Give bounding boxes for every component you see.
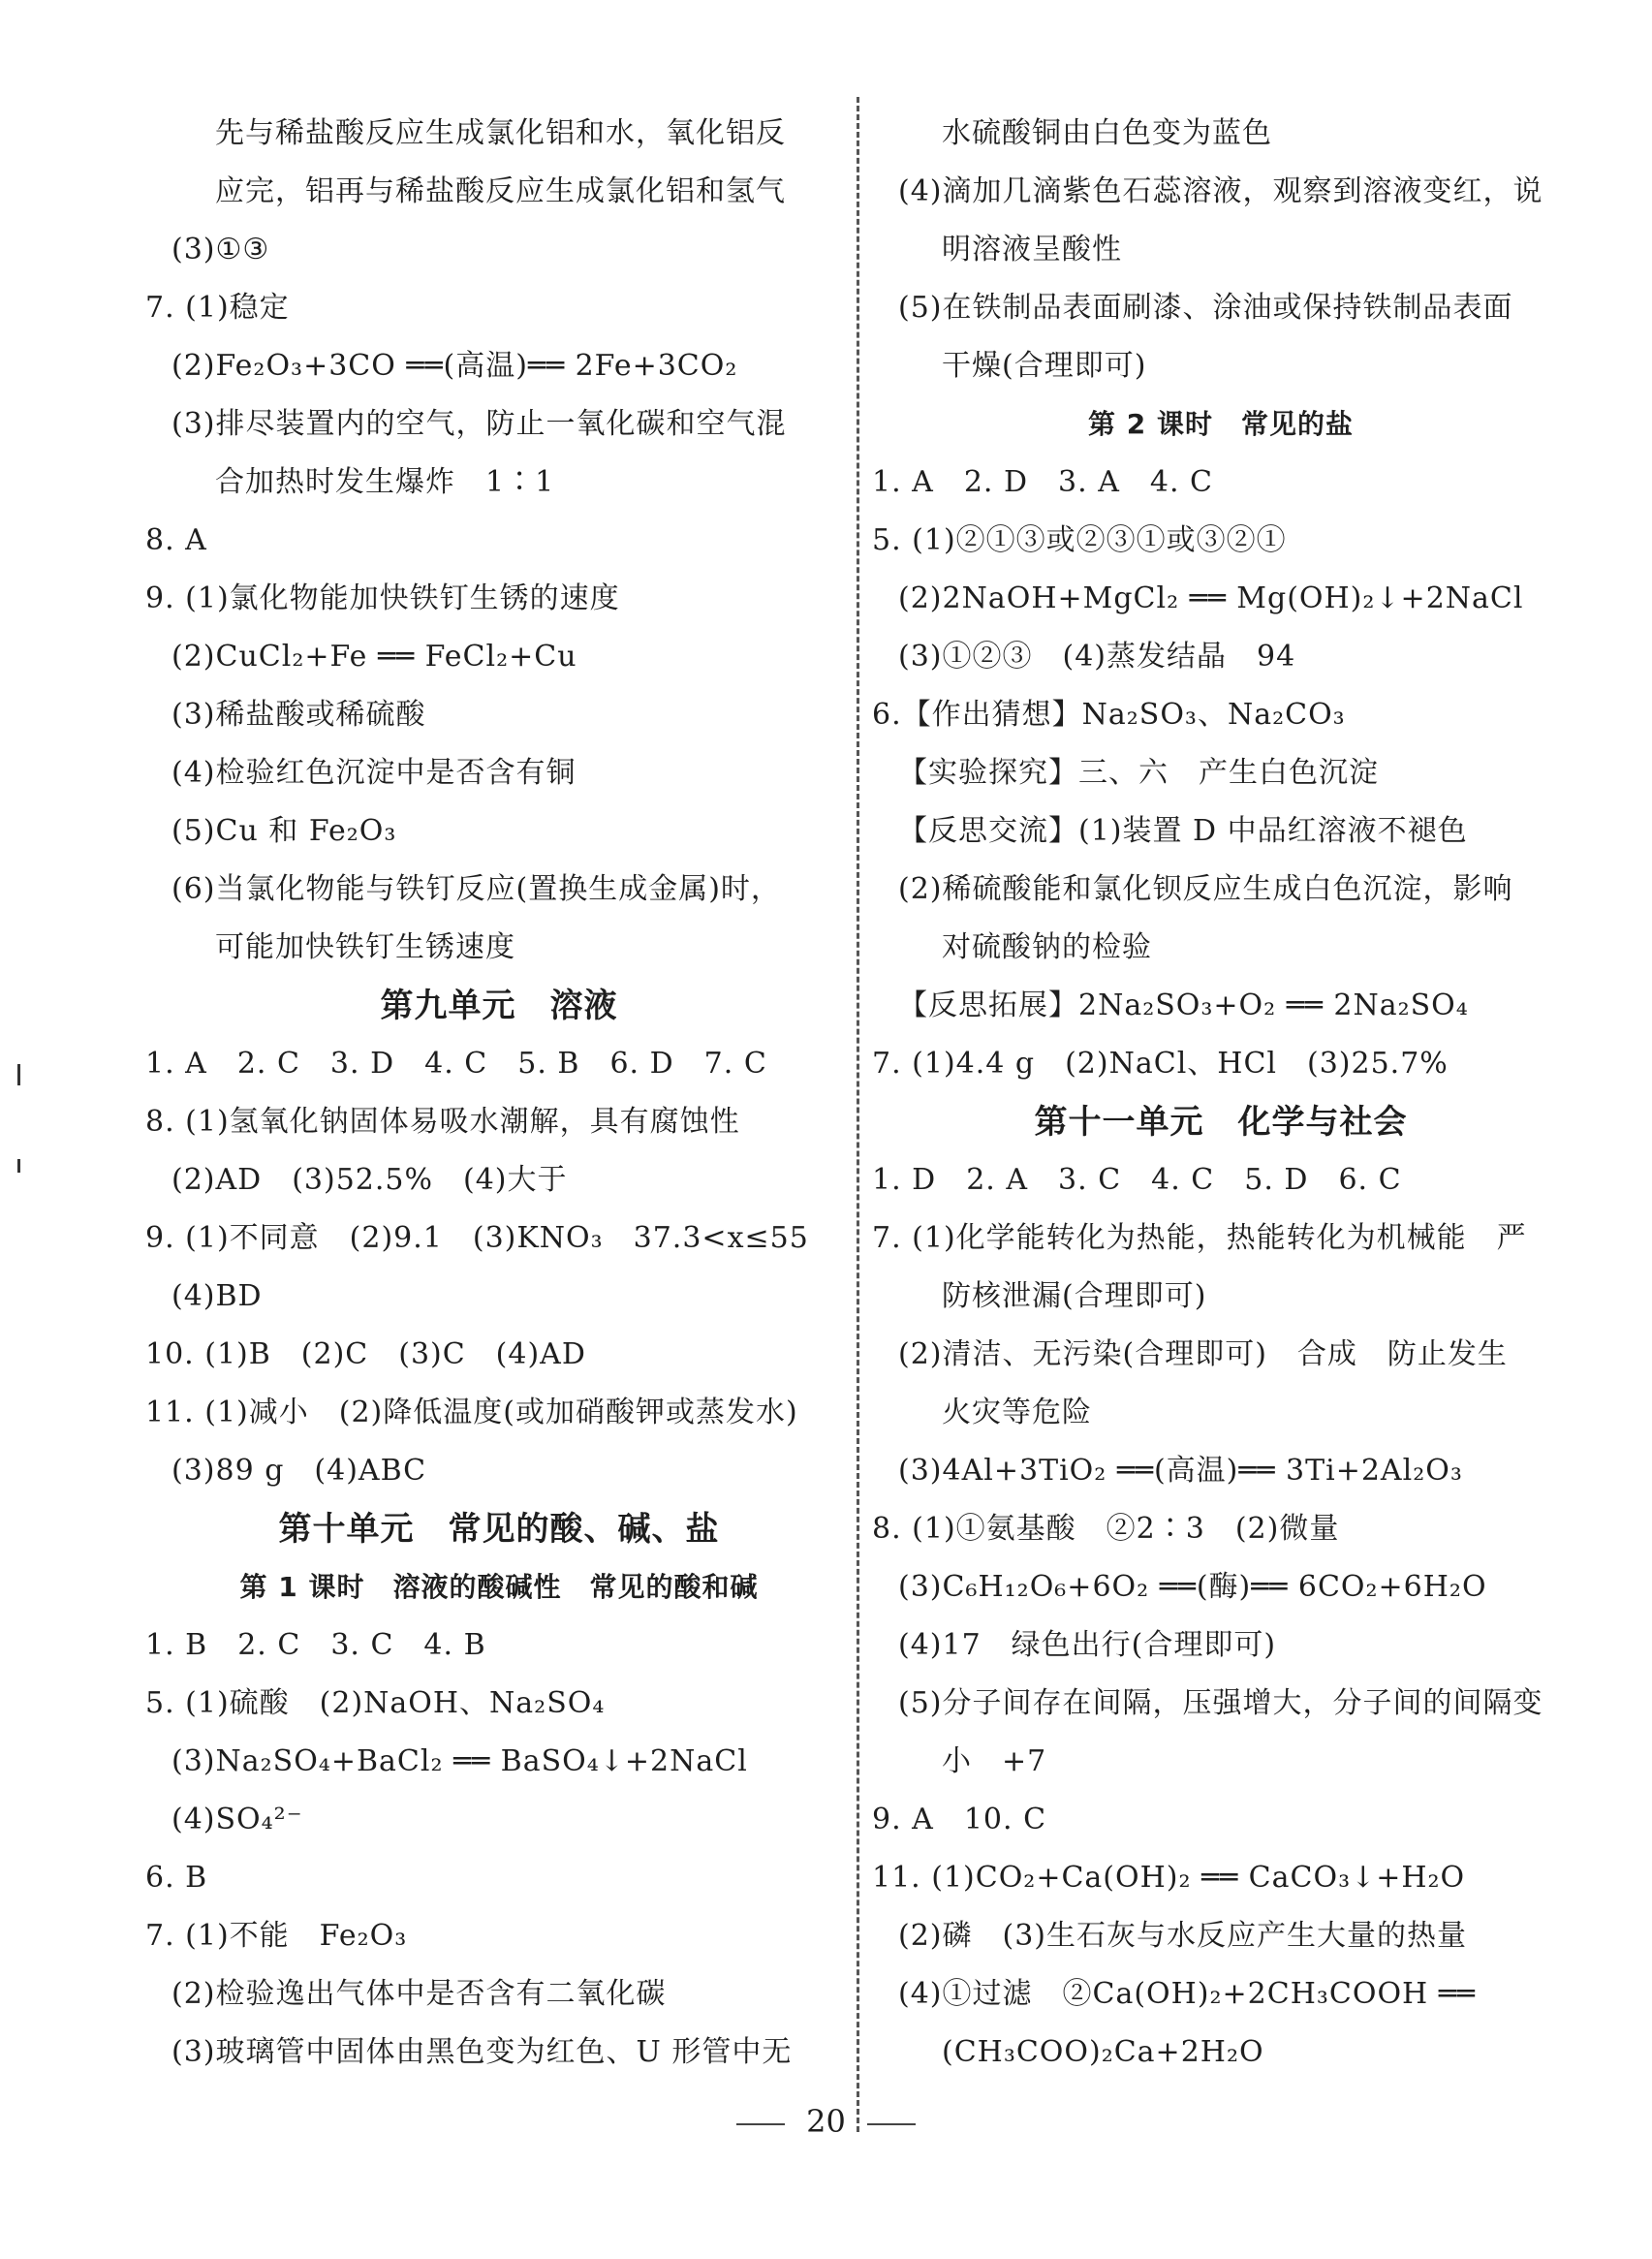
answer-line: (6)当氯化物能与铁钉反应(置换生成金属)时，	[171, 872, 781, 906]
scan-mark	[17, 1064, 20, 1085]
answer-line: 9. (1)氯化物能加快铁钉生锈的速度	[145, 581, 620, 615]
answer-line: 9. A 10. C	[872, 1803, 1047, 1836]
answer-line: (5)Cu 和 Fe₂O₃	[171, 814, 397, 848]
answer-line: (4)①过滤 ②Ca(OH)₂+2CH₃COOH ══	[898, 1977, 1476, 2011]
answer-line: 干燥(合理即可)	[942, 349, 1147, 383]
answer-line: (2)2NaOH+MgCl₂ ══ Mg(OH)₂↓+2NaCl	[898, 581, 1524, 615]
answer-line: (2)检验逸出气体中是否含有二氧化碳	[171, 1977, 667, 2011]
answer-line: (2)CuCl₂+Fe ══ FeCl₂+Cu	[171, 640, 577, 674]
answer-line: 【反思交流】(1)装置 D 中品红溶液不褪色	[898, 814, 1468, 848]
lesson-heading: 第 1 课时 溶液的酸碱性 常见的酸和碱	[239, 1571, 759, 1603]
answer-line: (3)排尽装置内的空气，防止一氧化碳和空气混	[171, 407, 787, 441]
unit-heading: 第十单元 常见的酸、碱、盐	[278, 1510, 720, 1549]
answer-line: 小 +7	[942, 1744, 1047, 1778]
scan-mark	[17, 1159, 20, 1173]
answer-line: 火灾等危险	[942, 1396, 1092, 1429]
answer-line: 8. (1)氢氧化钠固体易吸水潮解，具有腐蚀性	[145, 1105, 740, 1139]
unit-heading: 第十一单元 化学与社会	[1034, 1103, 1408, 1142]
answer-line: 1. B 2. C 3. C 4. B	[145, 1628, 486, 1662]
answer-line: 1. D 2. A 3. C 4. C 5. D 6. C	[872, 1163, 1402, 1197]
answer-line: (CH₃COO)₂Ca+2H₂O	[942, 2035, 1264, 2069]
answer-line: 5. (1)②①③或②③①或③②①	[872, 523, 1287, 557]
answer-line: 水硫酸铜由白色变为蓝色	[942, 116, 1272, 150]
answer-line: (3)89 g (4)ABC	[171, 1454, 427, 1488]
answer-line: 8. A	[145, 523, 207, 557]
answer-line: (4)SO₄²⁻	[171, 1803, 303, 1836]
answer-line: (4)滴加几滴紫色石蕊溶液，观察到溶液变红，说	[898, 174, 1543, 208]
answer-line: 应完，铝再与稀盐酸反应生成氯化铝和氢气	[215, 174, 786, 208]
answer-line: (4)BD	[171, 1279, 263, 1313]
left-column	[145, 105, 853, 2082]
footer-dash	[736, 2123, 785, 2125]
answer-line: 6.【作出猜想】Na₂SO₃、Na₂CO₃	[872, 698, 1346, 732]
answer-line: (4)17 绿色出行(合理即可)	[898, 1628, 1277, 1662]
answer-line: 对硫酸钠的检验	[942, 930, 1152, 964]
answer-line: 【反思拓展】2Na₂SO₃+O₂ ══ 2Na₂SO₄	[898, 988, 1469, 1022]
answer-line: 11. (1)减小 (2)降低温度(或加硝酸钾或蒸发水)	[145, 1396, 798, 1429]
footer-dash	[867, 2123, 916, 2125]
answer-line: (3)①③	[171, 233, 270, 267]
answer-line: 7. (1)不能 Fe₂O₃	[145, 1919, 408, 1953]
answer-line: 可能加快铁钉生锈速度	[215, 930, 515, 964]
answer-line: 7. (1)稳定	[145, 291, 290, 325]
answer-line: (5)在铁制品表面刷漆、涂油或保持铁制品表面	[898, 291, 1513, 325]
answer-line: 5. (1)硫酸 (2)NaOH、Na₂SO₄	[145, 1686, 606, 1720]
answer-line: 10. (1)B (2)C (3)C (4)AD	[145, 1337, 586, 1371]
page-number: 20	[806, 2103, 846, 2140]
answer-line: (2)磷 (3)生石灰与水反应产生大量的热量	[898, 1919, 1467, 1953]
answer-line: 9. (1)不同意 (2)9.1 (3)KNO₃ 37.3<x≤55	[145, 1221, 809, 1255]
answer-line: 7. (1)4.4 g (2)NaCl、HCl (3)25.7%	[872, 1047, 1449, 1081]
answer-line: 防核泄漏(合理即可)	[942, 1279, 1207, 1313]
answer-line: 合加热时发生爆炸 1∶1	[215, 465, 555, 499]
answer-line: (3)玻璃管中固体由黑色变为红色、U 形管中无	[171, 2035, 793, 2069]
answer-line: 1. A 2. C 3. D 4. C 5. B 6. D 7. C	[145, 1047, 767, 1081]
answer-line: (2)Fe₂O₃+3CO ══(高温)══ 2Fe+3CO₂	[171, 349, 738, 383]
answer-line: (3)4Al+3TiO₂ ══(高温)══ 3Ti+2Al₂O₃	[898, 1454, 1463, 1488]
answer-line: (3)Na₂SO₄+BaCl₂ ══ BaSO₄↓+2NaCl	[171, 1744, 748, 1778]
answer-line: 1. A 2. D 3. A 4. C	[872, 465, 1213, 499]
answer-line: (2)稀硫酸能和氯化钡反应生成白色沉淀，影响	[898, 872, 1513, 906]
answer-line: (4)检验红色沉淀中是否含有铜	[171, 756, 577, 790]
answer-line: 6. B	[145, 1861, 208, 1895]
answer-line: (2)清洁、无污染(合理即可) 合成 防止发生	[898, 1337, 1508, 1371]
right-column	[872, 105, 1570, 2082]
answer-line: 明溶液呈酸性	[942, 233, 1122, 267]
answer-line: 先与稀盐酸反应生成氯化铝和水，氧化铝反	[215, 116, 786, 150]
page-footer	[0, 2103, 1652, 2140]
answer-line: (3)稀盐酸或稀硫酸	[171, 698, 426, 732]
unit-heading: 第九单元 溶液	[380, 987, 618, 1025]
answer-line: 11. (1)CO₂+Ca(OH)₂ ══ CaCO₃↓+H₂O	[872, 1861, 1466, 1895]
answer-line: (3)C₆H₁₂O₆+6O₂ ══(酶)══ 6CO₂+6H₂O	[898, 1570, 1487, 1604]
answer-line: 7. (1)化学能转化为热能，热能转化为机械能 严	[872, 1221, 1527, 1255]
column-divider	[857, 97, 859, 2132]
answer-line: (2)AD (3)52.5% (4)大于	[171, 1163, 568, 1197]
answer-line: (5)分子间存在间隔，压强增大，分子间的间隔变	[898, 1686, 1543, 1720]
answer-line: 8. (1)①氨基酸 ②2∶3 (2)微量	[872, 1512, 1340, 1546]
answer-line: 【实验探究】三、六 产生白色沉淀	[898, 756, 1379, 790]
lesson-heading: 第 2 课时 常见的盐	[1088, 408, 1354, 440]
answer-line: (3)①②③ (4)蒸发结晶 94	[898, 640, 1296, 674]
